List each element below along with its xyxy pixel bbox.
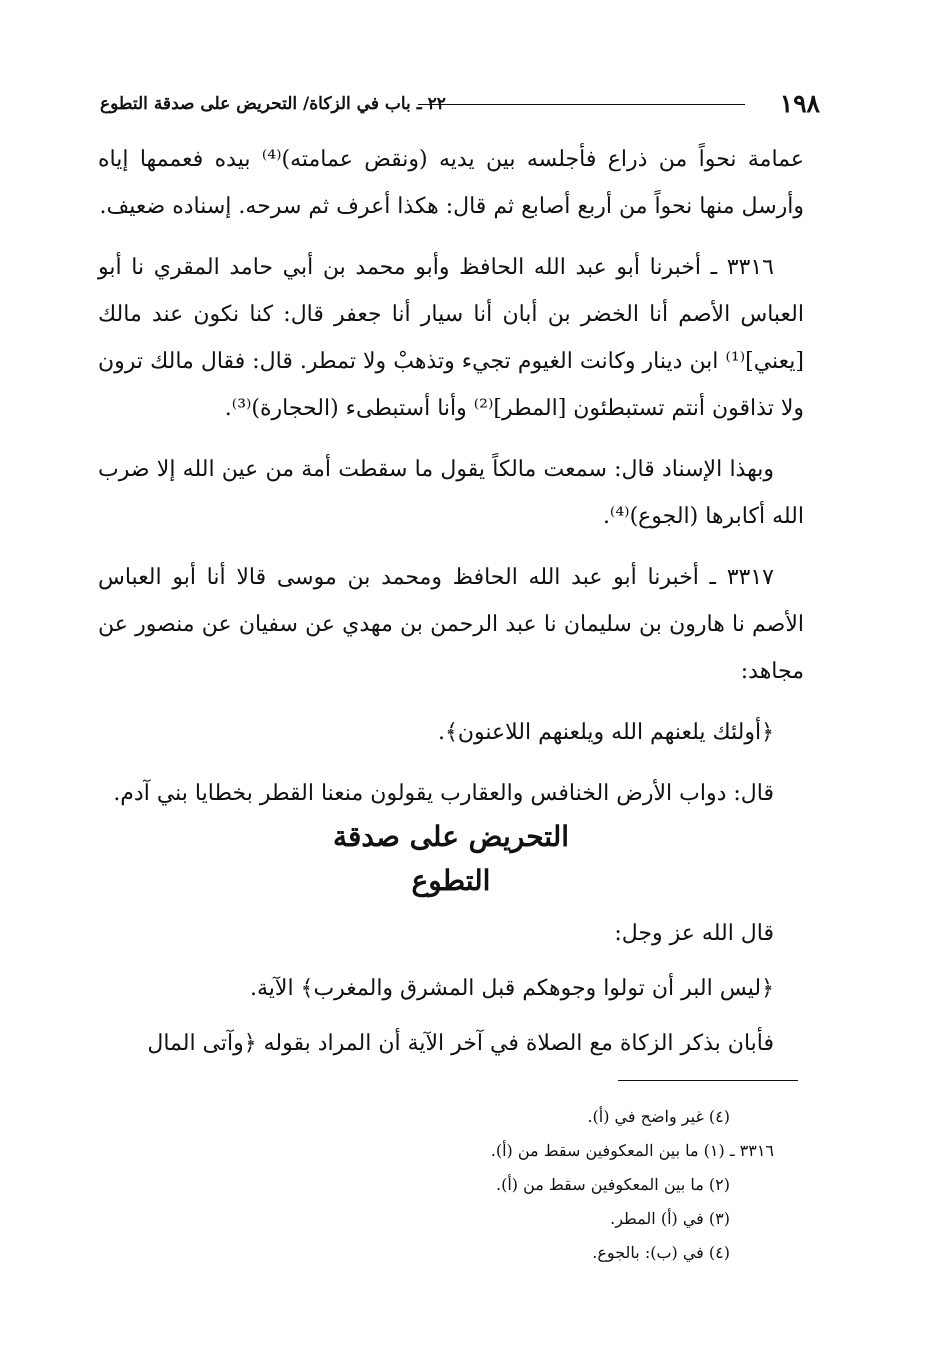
footnote-separator [618, 1080, 798, 1081]
section-heading-line-2: التطوع [411, 864, 491, 897]
running-title: ٢٢ ـ باب في الزكاة/ التحريض على صدقة التطوع [100, 94, 446, 114]
section-text [98, 910, 804, 1075]
hadith-3316: ٣٣١٦ ـ أخبرنا أبو عبد الله الحافظ وأبو محمد بن أبي حامد المقري نا أبو العباس الأصم أنا الخضر بن أبان أنا سيار أنا جعفر قال: كنا نكون عند مالك [يعني]⁽¹⁾ ابن دينار وكانت الغيوم تجيء وتذهبْ ولا تمطر. قال: فقال مالك ترون ولا تذاقون أنتم تستبطئون [المطر]⁽²⁾ وأنا أستبطىء (الحجارة)⁽³⁾. [98, 255, 804, 421]
footnote-2: ٣٣١٦ ـ (١) ما بين المعكوفين سقط من (أ). [490, 1141, 774, 1160]
section-paragraph: فأبان بذكر الزكاة مع الصلاة في آخر الآية أن المراد بقوله ﴿وآتى المال [147, 1031, 774, 1056]
section-heading-line-1: التحريض على صدقة [332, 820, 570, 853]
paragraph-continuation: عمامة نحواً من ذراع فأجلسه بين يديه (ونقض عمامته)⁽⁴⁾ بيده فعممها إياه وأرسل منها نحواً من أربع أصابع ثم قال: هكذا أعرف ثم سرحه. إسناده ضعيف. [98, 147, 804, 219]
hadith-3317: ٣٣١٧ ـ أخبرنا أبو عبد الله الحافظ ومحمد بن موسى قالا أنا أبو العباس الأصم نا هارون بن سليمان نا عبد الرحمن بن مهدي عن سفيان عن منصور عن مجاهد: [98, 565, 804, 684]
footnotes [98, 1100, 804, 1270]
page-header [100, 86, 820, 122]
footnote-1: (٤) غير واضح في (أ). [587, 1107, 730, 1126]
footnote-4: (٣) في (أ) المطر. [610, 1209, 730, 1228]
section-heading [98, 815, 804, 903]
header-rule [418, 104, 745, 105]
page-number: ١٩٨ [779, 89, 820, 118]
paragraph-isnad: وبهذا الإسناد قال: سمعت مالكاً يقول ما سقطت أمة من عين الله إلا ضرب الله أكابرها (الجوع)⁽⁴⁾. [98, 457, 804, 529]
section-verse: ﴿ليس البر أن تولوا وجوهكم قبل المشرق والمغرب﴾ الآية. [249, 976, 774, 1001]
footnote-3: (٢) ما بين المعكوفين سقط من (أ). [495, 1175, 730, 1194]
quran-verse: ﴿أولئك يلعنهم الله ويلعنهم اللاعنون﴾. [438, 720, 774, 745]
paragraph-explanation: قال: دواب الأرض الخنافس والعقارب يقولون منعنا القطر بخطايا بني آدم. [113, 781, 774, 806]
section-intro: قال الله عز وجل: [614, 921, 774, 946]
main-text [98, 136, 804, 831]
footnote-5: (٤) في (ب): بالجوع. [592, 1243, 730, 1262]
